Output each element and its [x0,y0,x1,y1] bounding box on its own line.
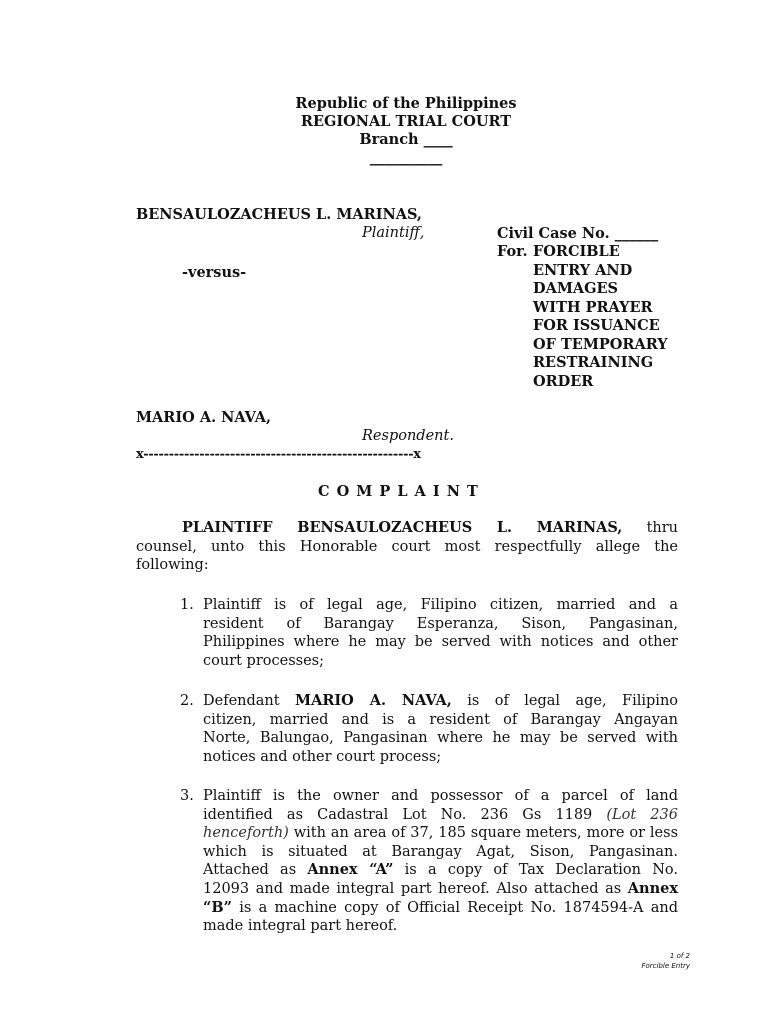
case-nature-line: RESTRAINING [533,354,654,371]
para1-line: resident of Barangay Esperanza, Sison, Pangasinan, [203,615,678,632]
civil-case-number: Civil Case No. ______ [497,225,659,242]
para3-number: 3. [180,788,194,804]
para2-body [203,692,678,766]
intro-line [136,519,678,538]
intro-bold-name: PLAINTIFF BENSAULOZACHEUS L. MARINAS, [182,519,623,536]
para3-l5-pre: Attached as [203,862,297,879]
case-nature-line: WITH PRAYER [533,298,653,316]
header-branch: Branch ____ [359,131,453,148]
page-number: 1 of 2 [669,952,690,960]
para3-l5-post: is a copy of Tax Declaration No. [404,862,678,879]
case-nature-line: FORCIBLE [533,243,620,260]
annex-b-bold-1: Annex [627,879,678,897]
para1-line: Philippines where he may be served with notices and other [203,634,678,651]
versus-label: -versus- [182,264,247,281]
intro-paragraph [136,519,678,575]
case-nature-line: ORDER [533,372,594,390]
header-republic: Republic of the Philippines [295,95,517,112]
para3-l2-pre: identified as Cadastral Lot No. 236 Gs 1189 [203,806,593,823]
para3-l7-post: is a machine copy of Official Receipt No. 1874594-A and [239,899,679,916]
para3-line: which is situated at Barangay Agat, Sison, Pangasinan. [203,843,678,860]
for-label: For. [497,243,528,260]
para3-line [203,880,678,899]
document-title: C O M P L A I N T [318,483,479,500]
header-court: REGIONAL TRIAL COURT [300,113,512,130]
case-nature-line: DAMAGES [533,280,619,297]
intro-line: counsel, unto this Honorable court most respectfully allege the [136,538,678,555]
header-blank-line: __________ [369,149,443,166]
para2-line: Norte, Balungao, Pangasinan where he may be served with [203,730,678,747]
para3-line: made integral part hereof. [203,918,398,935]
case-nature-line: ENTRY AND [533,261,633,279]
para1-body [203,596,678,670]
plaintiff-name: BENSAULOZACHEUS L. MARINAS, [136,206,422,223]
para3-l3-post: with an area of 37, 185 square meters, more or less [293,825,679,842]
para3-line [203,899,678,918]
para3-line [203,861,678,880]
para1-line: Plaintiff is of legal age, Filipino citizen, married and a [203,597,678,613]
para3-line [203,806,678,825]
caption-separator: x-----------------------------------------------------x [136,447,421,462]
para2-line: citizen, married and is a resident of Barangay Angayan [203,711,678,728]
defendant-name: MARIO A. NAVA, [136,409,272,426]
defendant-role: Respondent. [362,428,454,444]
para3-l6-pre: 12093 and made integral part hereof. Also attached as [203,880,622,897]
case-nature-line: OF TEMPORARY [533,335,668,353]
para2-line [203,692,678,711]
case-nature-line: FOR ISSUANCE [533,317,660,334]
para2-line: notices and other court process; [203,748,442,765]
para2-number: 2. [180,693,194,709]
para3-l3-italic: henceforth) [203,825,289,842]
para1-line: court processes; [203,652,324,669]
para2-defendant-bold: MARIO A. NAVA, [295,692,452,709]
intro-line: following: [136,557,209,574]
footer-label: Forcible Entry [641,962,690,970]
para3-l2-italic: (Lot 236 [606,806,678,823]
annex-a-bold: Annex “A” [307,861,394,879]
para1-number: 1. [180,597,194,613]
para3-body [203,787,678,936]
para3-line: Plaintiff is the owner and possessor of a parcel of land [203,788,678,804]
page-footer [641,951,690,971]
plaintiff-role: Plaintiff, [362,225,425,241]
para2-l1-post: is of legal age, Filipino [467,693,679,709]
para2-l1-pre: Defendant [203,693,280,709]
para3-line [203,824,678,843]
annex-b-bold-2: “B” [203,898,232,916]
intro-line1-rest: thru [646,520,678,536]
